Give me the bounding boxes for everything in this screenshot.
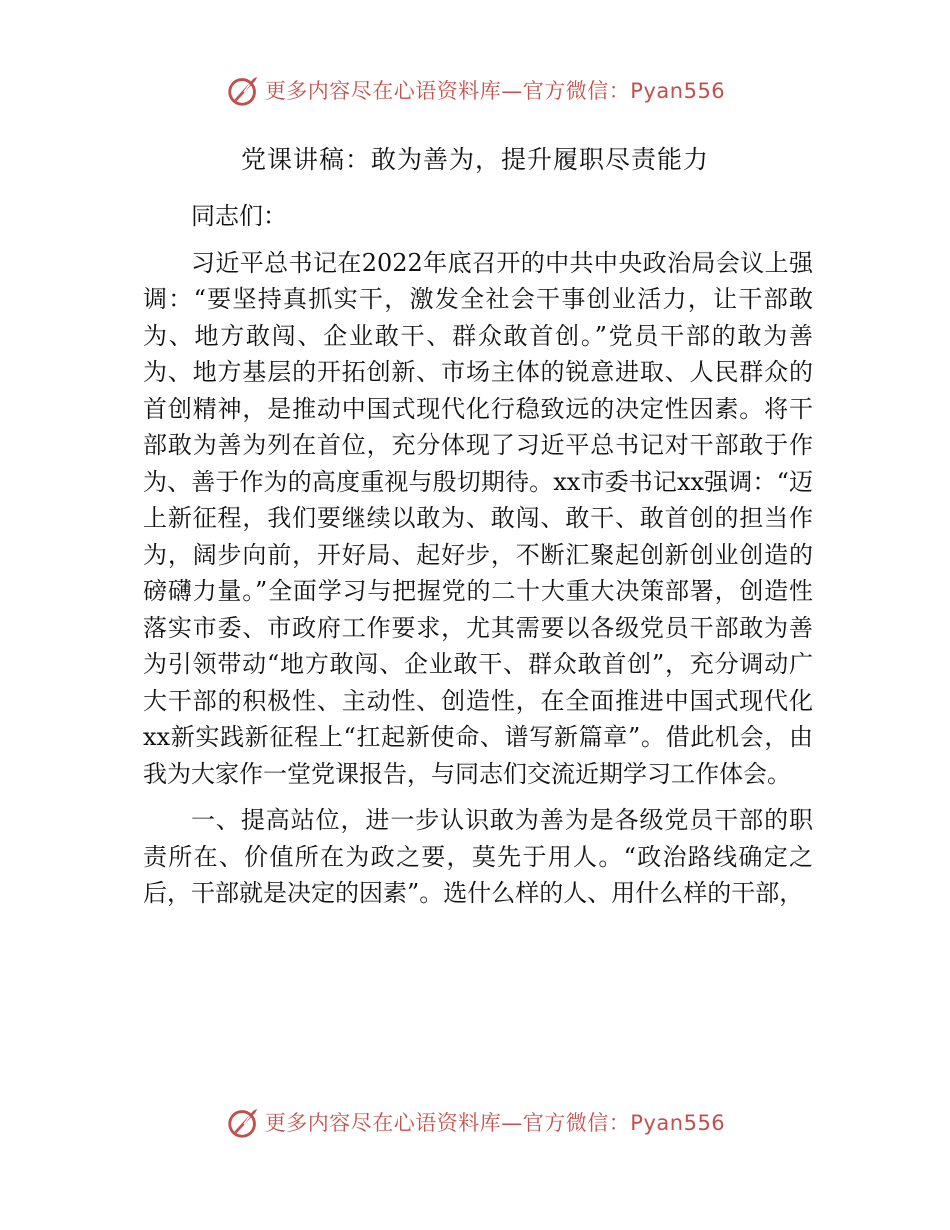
quill-logo-icon xyxy=(225,1103,263,1141)
document-body xyxy=(143,198,813,922)
header-banner xyxy=(0,70,950,110)
header-banner-text: 更多内容尽在心语资料库—官方微信：Pyan556 xyxy=(264,79,726,103)
greeting: 同志们： xyxy=(191,202,287,230)
footer-banner-text: 更多内容尽在心语资料库—官方微信：Pyan556 xyxy=(264,1111,726,1135)
document-title: 党课讲稿：敢为善为，提升履职尽责能力 xyxy=(240,145,709,174)
paragraph-1: 习近平总书记在2022年底召开的中共中央政治局会议上强调：“要坚持真抓实干，激发全社会干事创业活力，让干部敢为、地方敢闯、企业敢干、群众敢首创。”党员干部的敢为善为、地方基层的开拓创新、市场主体的锐意进取、人民群众的首创精神，是推动中国式现代化行稳致远的决定性因素。将干部敢为善为列在首位，充分体现了习近平总书记对干部敢于作为、善于作为的高度重视与殷切期待。xx市委书记xx强调：“迈上新征程，我们要继续以敢为、敢闯、敢干、敢首创的担当作为，阔步向前，开好局、起好步，不断汇聚起创新创业创造的磅礴力量。”全面学习与把握党的二十大重大决策部署，创造性落实市委、市政府工作要求，尤其需要以各级党员干部敢为善为引领带动“地方敢闯、企业敢干、群众敢首创”，充分调动广大干部的积极性、主动性、创造性，在全面推进中国式现代化xx新实践新征程上“扛起新使命、谱写新篇章”。借此机会，由我为大家作一堂党课报告，与同志们交流近期学习工作体会。 xyxy=(143,248,813,788)
footer-banner xyxy=(0,1102,950,1142)
quill-logo-icon xyxy=(225,71,263,109)
paragraph-2: 一、提高站位，进一步认识敢为善为是各级党员干部的职责所在、价值所在为政之要，莫先于用人。“政治路线确定之后，干部就是决定的因素”。选什么样的人、用什么样的干部， xyxy=(143,806,813,907)
